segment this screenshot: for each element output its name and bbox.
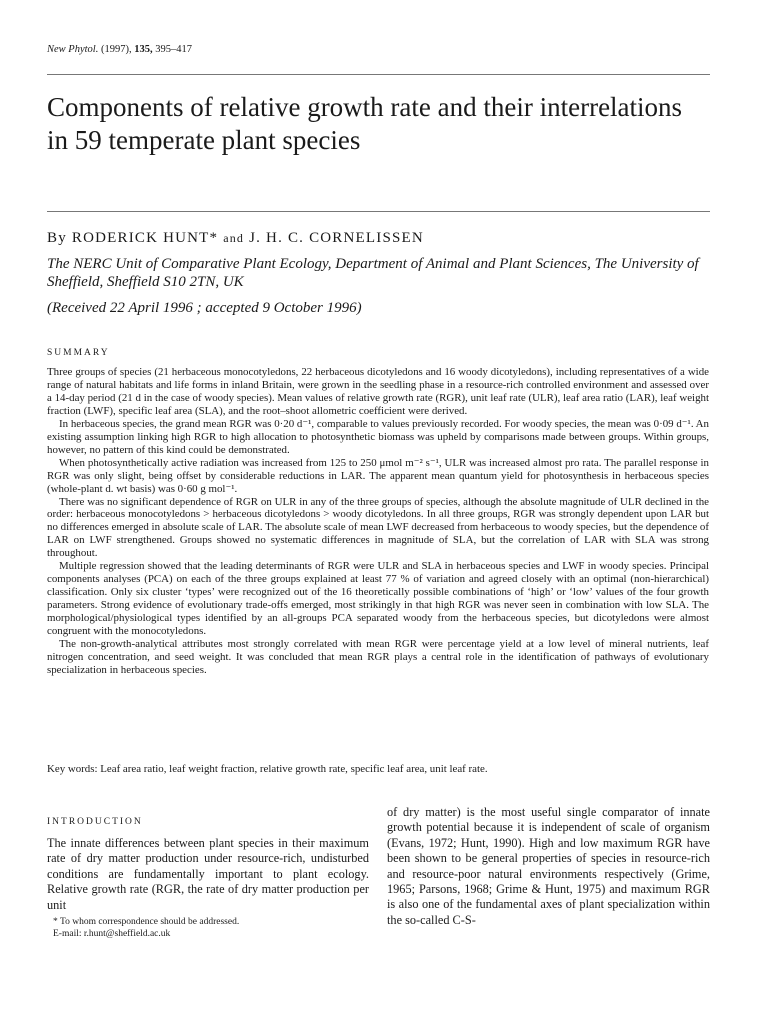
summary-paragraph: Multiple regression showed that the leading determinants of RGR were ULR and SLA in herbaceous species and LWF in woody species. Principal components analyses (PCA) on each of the three groups explained at least 77 % of variation and agreed closely with an optimal (non-hierarchical) classification. Only six cluster ‘types’ were recognized out of the 16 theoretically possible combinations of ‘high’ or ‘low’ values of the four growth parameters. Strong evidence of evolutionary trade-offs emerged, most strikingly in that high RGR was never seen in combination with low SLA. The morphological/physiological types identified by an all-groups PCA separated woody from the herbaceous species, but dicotyledons were almost congruent with the monocotyledons.	[47, 560, 709, 638]
article-title: Components of relative growth rate and their interrelations in 59 temperate plant species	[47, 92, 683, 155]
journal-year: (1997),	[100, 44, 132, 55]
byline-and: and	[223, 231, 245, 245]
summary-paragraph: There was no significant dependence of RGR on ULR in any of the three groups of species, although the absolute magnitude of ULR declined in the order: herbaceous monocotyledons > herbaceous dicotyledons > woody dicotyledons. In all three groups, RGR was strongly dependent upon LAR but no differences emerged in absolute scale of LAR. The absolute scale of mean LWF decreased from herbaceous to woody species, but the dependence of LAR on LWF strengthened. Groups showed no systematic differences in magnitude of SLA, but the correlation of LAR with SLA was strong throughout.	[47, 495, 709, 560]
summary-paragraph: When photosynthetically active radiation was increased from 125 to 250 μmol m⁻² s⁻¹, ULR was increased almost pro rata. The parallel response in RGR was only slight, being offset by considerable reductions in LAR. The apparent mean quantum yield for photosynthesis in herbaceous species (whole-plant d. wt basis) was 0·60 g mol⁻¹.	[47, 456, 709, 495]
author-cornelissen: J. H. C. CORNELISSEN	[249, 230, 424, 246]
key-words-list: Leaf area ratio, leaf weight fraction, relative growth rate, specific leaf area, unit leaf rate.	[100, 763, 488, 775]
introduction-heading: INTRODUCTION	[47, 817, 143, 827]
summary-text	[47, 366, 709, 677]
byline	[47, 230, 424, 247]
received-dates: (Received 22 April 1996 ; accepted 9 October 1996)	[47, 300, 362, 316]
journal-name: New Phytol.	[47, 44, 99, 55]
summary-paragraph: In herbaceous species, the grand mean RGR was 0·20 d⁻¹, comparable to values previously recorded. For woody species, the mean was 0·09 d⁻¹. An existing assumption linking high RGR to high allocation to photosynthetic biomass was upheld by comparisons made between groups. Within groups, however, no pattern of this kind could be demonstrated.	[47, 417, 709, 456]
introduction-column-left: The innate differences between plant species in their maximum rate of dry matter production under resource-rich, undisturbed conditions are fundamentally important to plant ecology. Relative growth rate (RGR, the rate of dry matter production per unit	[47, 836, 369, 912]
introduction-column-right: of dry matter) is the most useful single comparator of innate growth potential because it is independent of scale of organism (Evans, 1972; Hunt, 1990). High and low maximum RGR have been shown to be general properties of species in resource-rich and resource-poor natural environments respectively (Grime, 1965; Parsons, 1968; Grime & Hunt, 1975) and maximum RGR is also one of the fundamental axes of plant specialization within the so-called C-S-	[387, 805, 710, 927]
footnote-correspondence: * To whom correspondence should be addressed.	[53, 917, 240, 927]
key-words-label: Key words:	[47, 763, 98, 775]
key-words	[47, 763, 709, 775]
journal-volume: 135,	[134, 44, 153, 55]
journal-pages: 395–417	[155, 44, 192, 55]
footnote-email: E-mail: r.hunt@sheffield.ac.uk	[53, 929, 171, 939]
byline-by: By	[47, 230, 67, 246]
author-hunt: RODERICK HUNT*	[71, 230, 219, 246]
summary-heading: SUMMARY	[47, 348, 110, 358]
journal-citation	[47, 44, 192, 55]
affiliation: The NERC Unit of Comparative Plant Ecology, Department of Animal and Plant Sciences, The University of Sheffield, Sheffield S10 2TN, UK	[47, 256, 699, 290]
summary-paragraph: Three groups of species (21 herbaceous monocotyledons, 22 herbaceous dicotyledons and 16 woody dicotyledons), including representatives of a wide range of natural habitats and life forms in inland Britain, were grown in the seedling phase in a resource-rich controlled environment and assessed over a 14-day period (21 d in the case of woody species). Mean values of relative growth rate (RGR), unit leaf rate (ULR), leaf area ratio (LAR), leaf weight fraction (LWF), specific leaf area (SLA), and the root–shoot allometric coefficient were derived.	[47, 366, 709, 417]
title-rule	[47, 211, 710, 212]
header-rule	[47, 74, 710, 75]
footnote	[47, 916, 369, 940]
summary-paragraph: The non-growth-analytical attributes most strongly correlated with mean RGR were percentage yield at a low level of mineral nutrients, leaf nitrogen concentration, and seed weight. It was concluded that mean RGR plays a central role in the identification of pathways of evolutionary specialization in herbaceous species.	[47, 638, 709, 676]
